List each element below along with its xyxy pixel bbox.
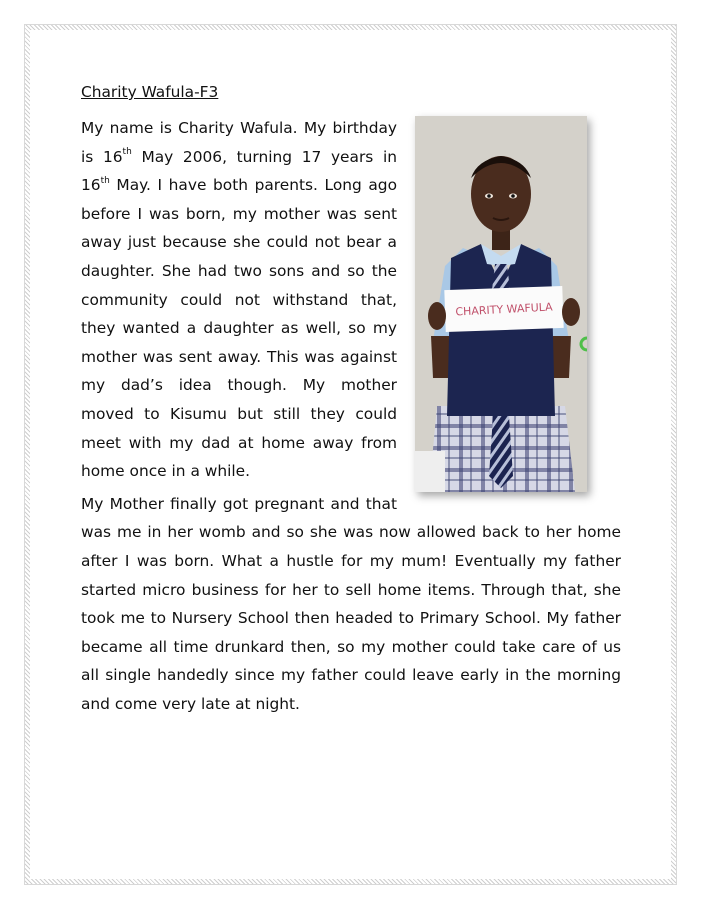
document-title: Charity Wafula-F3	[81, 83, 219, 101]
document-body	[81, 80, 621, 722]
photo-sign-text: CHARITY WAFULA	[455, 300, 553, 319]
student-photo	[415, 116, 587, 492]
ordinal-suffix: th	[122, 147, 132, 158]
paragraph-1-text-b: May 2006, turning 17 years in 16	[81, 147, 397, 195]
paragraph-1-text-c: May. I have both parents. Long ago before I was born, my mother was sent away just because she could not bear a daughter. She had two sons and so the community could not withstand that, they wanted a daughter as well, so my mother was sent away. This was against my dad’s idea though. My mother moved to Kisumu but still they could meet with my dad at home away from home once in a while.	[81, 176, 397, 481]
paragraph-1-text-a: My name is Charity Wafula. My birthday is 16	[81, 119, 397, 166]
paragraph-2: My Mother finally got pregnant and that was me in her womb and so she was now allowed back to her home after I was born. What a hustle for my mum! Eventually my father started micro business for her to sell home items. Through that, she took me to Nursery School then headed to Primary School. My father became all time drunkard then, so my mother could take care of us all single handedly since my father could leave early in the morning and come very late at night.	[81, 494, 621, 713]
ordinal-suffix: th	[100, 176, 110, 187]
